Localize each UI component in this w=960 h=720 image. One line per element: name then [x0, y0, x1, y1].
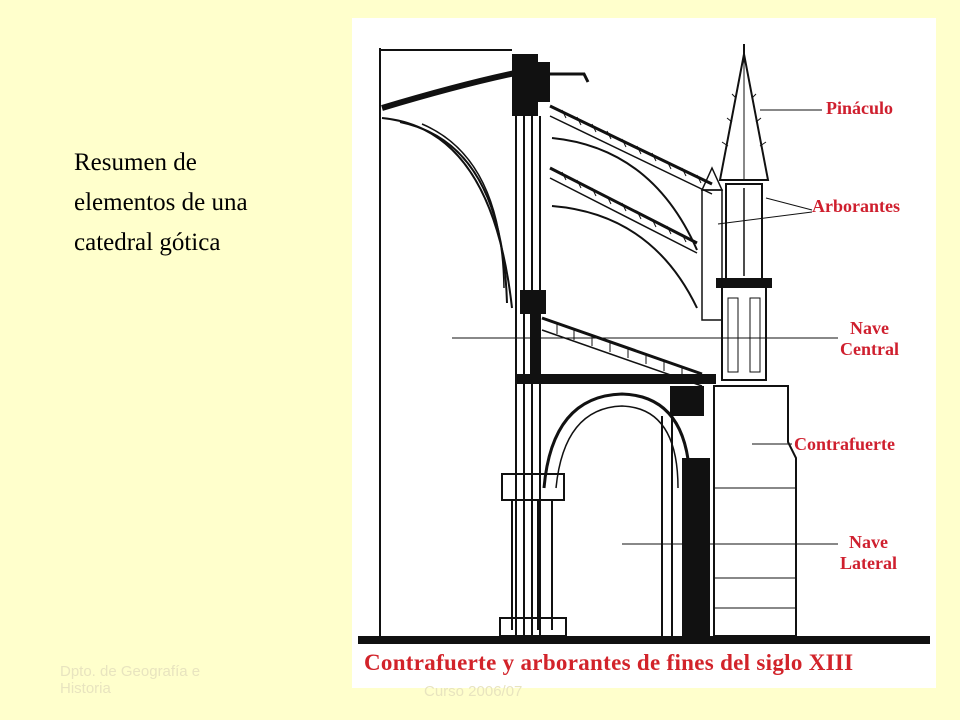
label-contrafuerte: Contrafuerte [794, 434, 895, 454]
label-nave-central [840, 318, 899, 360]
footer-department [60, 663, 200, 697]
footer-department-line-1: Dpto. de Geografía e [60, 663, 201, 680]
label-arborantes: Arborantes [812, 196, 900, 216]
title-line-3: catedral gótica [74, 229, 221, 256]
label-nave-lateral-line-2: Lateral [840, 553, 897, 573]
cathedral-section-figure [352, 18, 936, 688]
title-line-1: Resumen de [74, 149, 197, 176]
label-nave-lateral-line-1: Nave [848, 532, 888, 552]
label-pinaculo: Pináculo [826, 98, 894, 118]
footer-course: Curso 2006/07 [424, 683, 523, 700]
title-line-2: elementos de una [74, 189, 248, 216]
label-nave-central-line-1: Nave [849, 318, 889, 338]
figure-caption: Contrafuerte y arborantes de fines del siglo XIII [364, 650, 854, 675]
label-nave-central-line-2: Central [840, 339, 899, 359]
slide-title [74, 143, 334, 263]
footer-department-line-2: Historia [60, 680, 111, 697]
label-nave-lateral [840, 532, 897, 574]
